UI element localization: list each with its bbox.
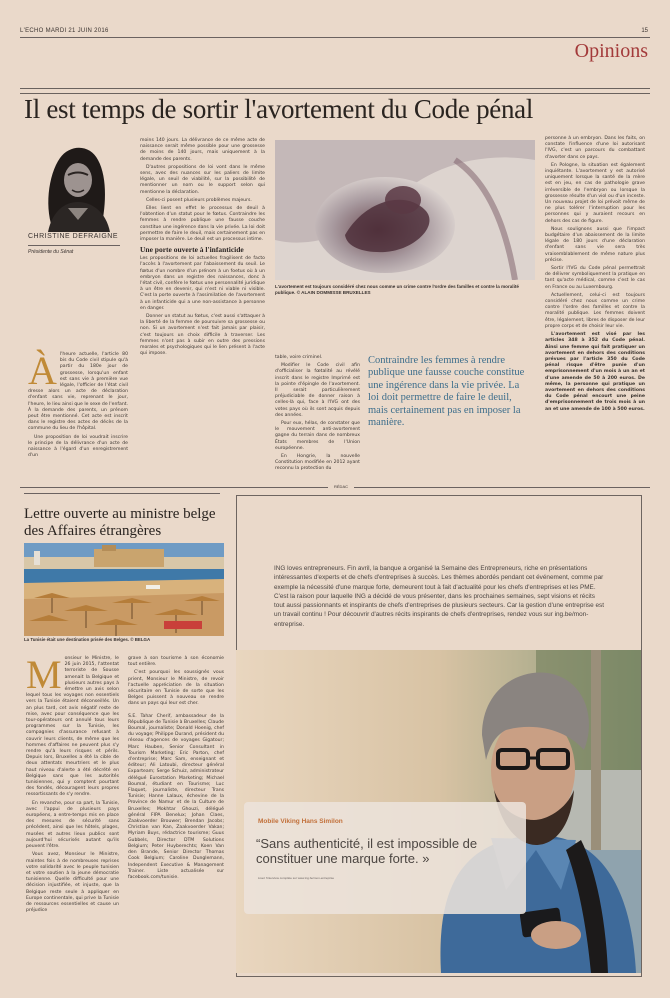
paragraph: En Hongrie, la nouvelle Constitution modifiée en 2012 ayant reconnu la protection du	[275, 454, 360, 472]
paragraph: En revanche, pour sa part, la Tunisie, avec l'appui de plusieurs pays européens, a entre-temps mis en place des mesures de sécurité sans précédent, ainsi que les hôtels, plages, musées et autres lieux publics sont aujourd'hui sécurisés autant qu'ils peuvent l'être.	[26, 800, 119, 850]
paragraph: l'heure actuelle, l'article 80 bis du Code civil stipule qu'à partir du 180e jour de grossesse, lorsqu'un enfant est sans vie à première vue légale, l'officier de l'état civil dresse alors un acte de déclaration d'enfant sans vie, reprenant le jour, l'heure, le lieu ainsi que le sexe de l'enfant. À la demande des parents, un prénom peut être mentionné. Cet acte est inscrit dans le registre des actes de décès de la commune du lieu de l'hôpital.	[28, 352, 128, 432]
beach-photo	[24, 543, 224, 636]
paragraph: Actuellement, celui-ci est toujours considéré chez nous comme un crime contre l'ordre des familles et contre la moralité publique. Les femmes doivent être, légalement, libres de disposer de leur propre corps et de choisir leur vie.	[545, 292, 645, 329]
paragraph: Donner un statut au fœtus, c'est aussi s'attaquer à la liberté de la femme de poursuivre sa grossesse ou non. Si un avortement n'est fait jamais par plaisir, c'est toujours un choix difficile à traverser. Les femmes n'ont pas à subir en outre des pressions morales et psychologiques qui le lien présent à l'acte qui impose.	[140, 314, 265, 357]
author-portrait	[34, 140, 114, 230]
author-name: CHRISTINE DEFRAIGNE	[28, 233, 119, 240]
header-rule	[20, 37, 650, 38]
article-column-4	[545, 136, 645, 415]
lettre-rule	[24, 493, 220, 494]
beach-image	[24, 543, 224, 636]
paragraph: grave à son tourisme à son économie tout entière.	[128, 656, 224, 668]
dropcap: M	[26, 652, 62, 697]
section-title: Opinions	[574, 40, 648, 62]
article-column-1	[28, 348, 128, 461]
article-subhead: Une porte ouverte à l'infanticide	[140, 245, 244, 255]
page-number: 15	[641, 28, 648, 34]
paragraph: Celles-ci posent plusieurs problèmes majeurs.	[146, 197, 252, 203]
quote-text: “Sans authenticité, il est impossible de constituer une marque forte. »	[256, 836, 478, 866]
paragraph: C'est pourquoi les soussignés vous prient, Monsieur le Ministre, de revoir l'actuelle appréciation de la situation sécuritaire en Tunisie de sorte que les Belges puissent à nouveau se rendre dans un pays qui leur est cher.	[128, 670, 224, 707]
pull-quote: Contraindre les femmes à rendre publique une fausse couche constitue une ingérence dans la vie privée. La loi doit permettre de faire le deuil, mais certainement pas en imposer la manière.	[368, 355, 525, 429]
lettre-column-1	[26, 652, 119, 916]
paragraph: D'autres propositions de loi vont dans le même sens, avec des nuances sur les paliers de limite légale, un seuil de viabilité, sur la possibilité de mentionner un nom ou le support selon qui mentionne la déclaration.	[140, 164, 265, 195]
article-column-3	[275, 355, 360, 475]
article-column-2	[140, 138, 265, 360]
article-headline: Il est temps de sortir l'avortement du Code pénal	[24, 94, 534, 124]
ultrasound-photo	[275, 140, 535, 280]
paragraph: Les propositions de loi actuelles fragilisent de facto l'accès à l'avortement par l'abaissement du seuil. Le fœtus d'un nombre d'un prénom à un foetus où à un embryon dans un registre des naissances, donc à l'état civil, confère le fœtus une personnalité juridique à un être en devenir, qui n'est ni viable ni visible. C'est la porte ouverte à l'assimilation de l'avortement à un infanticide qui a une non-assistance à personne en danger.	[140, 256, 265, 311]
paragraph: L'avortement est visé par les articles 348 à 352 du Code pénal. Ainsi une femme qui fait pratiquer un avortement en dehors des conditions prévues par l'article 350 du Code pénal risque d'être punie d'un emprisonnement d'un mois à un an et d'une amende de 50 à 200 euros. De même, la personne qui pratique un avortement en dehors des conditions du Code pénal encourt une peine d'emprisonnement de trois mois à un an et une amende de 100 à 500 euros.	[545, 332, 645, 412]
photo-caption: L'avortement est toujours considéré chez nous comme un crime contre l'ordre des familles et contre la moralité publique. © ALAIN DOMMISSE BRUXELLES	[275, 284, 519, 295]
quote-attribution: Mobile Viking Hans Similon	[258, 818, 343, 825]
paragraph: Nous soulignons aussi que l'impact budgétaire d'un abaissement de la limite légale de 180 jours d'une déclaration d'enfant sans vie sera très vraisemblablement de même nature plus précise.	[545, 226, 645, 263]
portrait-image	[34, 140, 118, 232]
paragraph: personne à un embryon. Dans les faits, on constate l'influence d'une loi autorisant l'IVG, c'est un parcours du combattant d'avorter dans ce pays.	[545, 136, 645, 160]
paragraph: Sortir l'IVG du Code pénal permettrait de délivrer symboliquement la pratique en tant qu'acte médical, comme c'est le cas en France ou au Luxembourg.	[545, 266, 645, 290]
paragraph: Pour eux, hélas, de constater que le mouvement anti-avortement gagne du terrain dans de nombreux États membres de l'Union européenne.	[275, 421, 360, 451]
advertorial-body: ING loves entrepreneurs. Fin avril, la banque a organisé la Semaine des Entrepreneurs, riche en présentations intéressantes d'experts et de chefs d'entreprises à succès. Les thèmes abordés pendant cet événement, comme par exemple la nécessité d'une marque forte, demeurent tout à fait d'actualité pour les chefs d'entreprises et les PME. C'est la raison pour laquelle ING a décidé de vous présenter, dans les prochaines semaines, sept visions et récits tout aussi passionnants et inspirants de chefs d'entreprises de plusieurs secteurs. Car la gestion d'une entreprise est un travail continu ! Pour découvrir d'autres récits inspirants de chefs d'entreprises, rendez vous sur ing.be/mon-entreprise.	[274, 565, 604, 628]
paragraph: Modifier le Code civil afin d'officialiser la fœtalité au révélé inscrit dans le registre Imprimé est la pointe d'épingle de l'avortement. Il serait particulièrement préjudiciable de donner raison à celles-là qui, face à l'IVG ont des votes pays où ils sont acquis depuis des années.	[275, 363, 360, 418]
paragraph: Elles lient en effet le processus de deuil à l'obtention d'un statut pour le fœtus. Contraindre les femmes à rendre publique une fausse couche constitue une ingérence dans la vie privée. La loi doit permettre de faire le deuil, mais certainement pas en imposer la manière. Le deuil est un processus intime.	[140, 206, 265, 243]
quote-footnote: Lisez l'interview complète sur www.ing.be/mon-entreprise	[258, 876, 335, 880]
author-role: Présidente du Sénat	[28, 249, 74, 255]
masthead: L'ECHO MARDI 21 JUIN 2016	[20, 28, 109, 34]
paragraph: moins 140 jours. La délivrance de ce même acte de naissance serait même possible pour une grossesse de moins de 140 jours, mais uniquement à la demande des parents.	[140, 138, 265, 162]
dropcap: À	[28, 348, 57, 393]
paragraph: Une proposition de loi voudrait inscrire le principe de la délivrance d'un acte de naissance à l'égard d'un enregistrement d'un	[28, 434, 128, 459]
author-rule	[28, 245, 120, 246]
lettre-column-2	[128, 656, 224, 883]
paragraph: En Pologne, la situation est également inquiétante. L'avortement y est autorisé uniquement lorsque la santé de la mère est en jeu, en cas de pathologie grave irréversible de l'embryon ou lorsque la grossesse résulte d'un viol ou d'un inceste. Un nouveau projet de loi prévoit même de ne plus tolérer l'interruption pour les personnes qui y auraient recours en dehors des cas de figure.	[545, 162, 645, 224]
lettre-headline: Lettre ouverte au ministre belge des Affaires étrangères	[24, 506, 216, 539]
paragraph: table, voire criminel.	[275, 355, 323, 360]
signatories: S.E. Tahar Cherif, ambassadeur de la République de Tunisie à Bruxelles; Claude Boumal, journaliste; Donald Hoenig, chef du voyage; Philippe Durand, président du réseau d'agences de voyages Gigatour; Marc Hauben, Senior Consultant in Tourism Marketing; Eric Parton, chef d'entreprise; Marc Sam, enseignant et éditeur; Ali Latoubi, directeur général Exparteam; Serge Schuiz, administrateur délégué Eurostation Marketing; Michael Boumal, étudiant en Tourisme; Luc Flaquet, journaliste, directeur Trans Tunisie; Hanne Lalaux, échevine de la Province de Namur et de la Culture de Bruxelles; Mokhtar Ghouzi, délégué général FIPA Benelux; Johan Claes, Zaakvoerder Brouwer; Brendan Jacobs; Christian van Kan, Zaakvoerder Vakan; Myriam Buys, rédactrice tourisme; Guus Gubbels, Director DTM Solutions Belgium; Peter Huyberechts; Koen Van den Brande, Senior Director Thomas Cook Belgium; Caroline Dunglemann, Independent Executive & Management Trainer. Liste actualisée sur facebook.com/tunisie.	[128, 713, 224, 880]
beach-photo-caption: La Tunisie était une destination prisée des Belges. © BELGA	[24, 637, 151, 642]
paragraph: Vous avez, Monsieur le Ministre, maintes fois à de nombreuses reprises votre solidarité avec le peuple tunisien et votre soutien à la jeune démocratie tunisienne. Quelle difficulté pour une décision injustifiée, et injuste, que la Belgique reste seule à appliquer en Europe continentale, qui prive la Tunisie de ressources essentielles et cause un préjudice	[26, 852, 119, 914]
separator-label: RÉDAC	[328, 484, 354, 489]
ultrasound-image	[275, 140, 535, 280]
paragraph: onsieur le Ministre, le 26 juin 2015, l'attentat terroriste de Sousse amenait la Belgique et plusieurs autres pays à émettre un avis selon lequel tous les voyages non essentiels vers la Tunisie étaient déconseillés. Un an plus tard, cet avis négatif reste de mise, avec pour conséquence que les tour-opérateurs ont annulé tous leurs programmes sur la Tunisie, les compagnies d'assurance refusant à couvrir leurs clients, de même que les hommes d'affaires ne peuvent plus s'y rendre qu'à leurs risques et périls. Depuis lors, Bruxelles a été la cible de deux attentats meurtriers et le plus haut niveau d'alerte a été décrété en Belgique sans que les autorités tunisiennes, qui y comptent pourtant des fondés, découragent leurs propres ressortissants de s'y rendre.	[26, 656, 119, 798]
